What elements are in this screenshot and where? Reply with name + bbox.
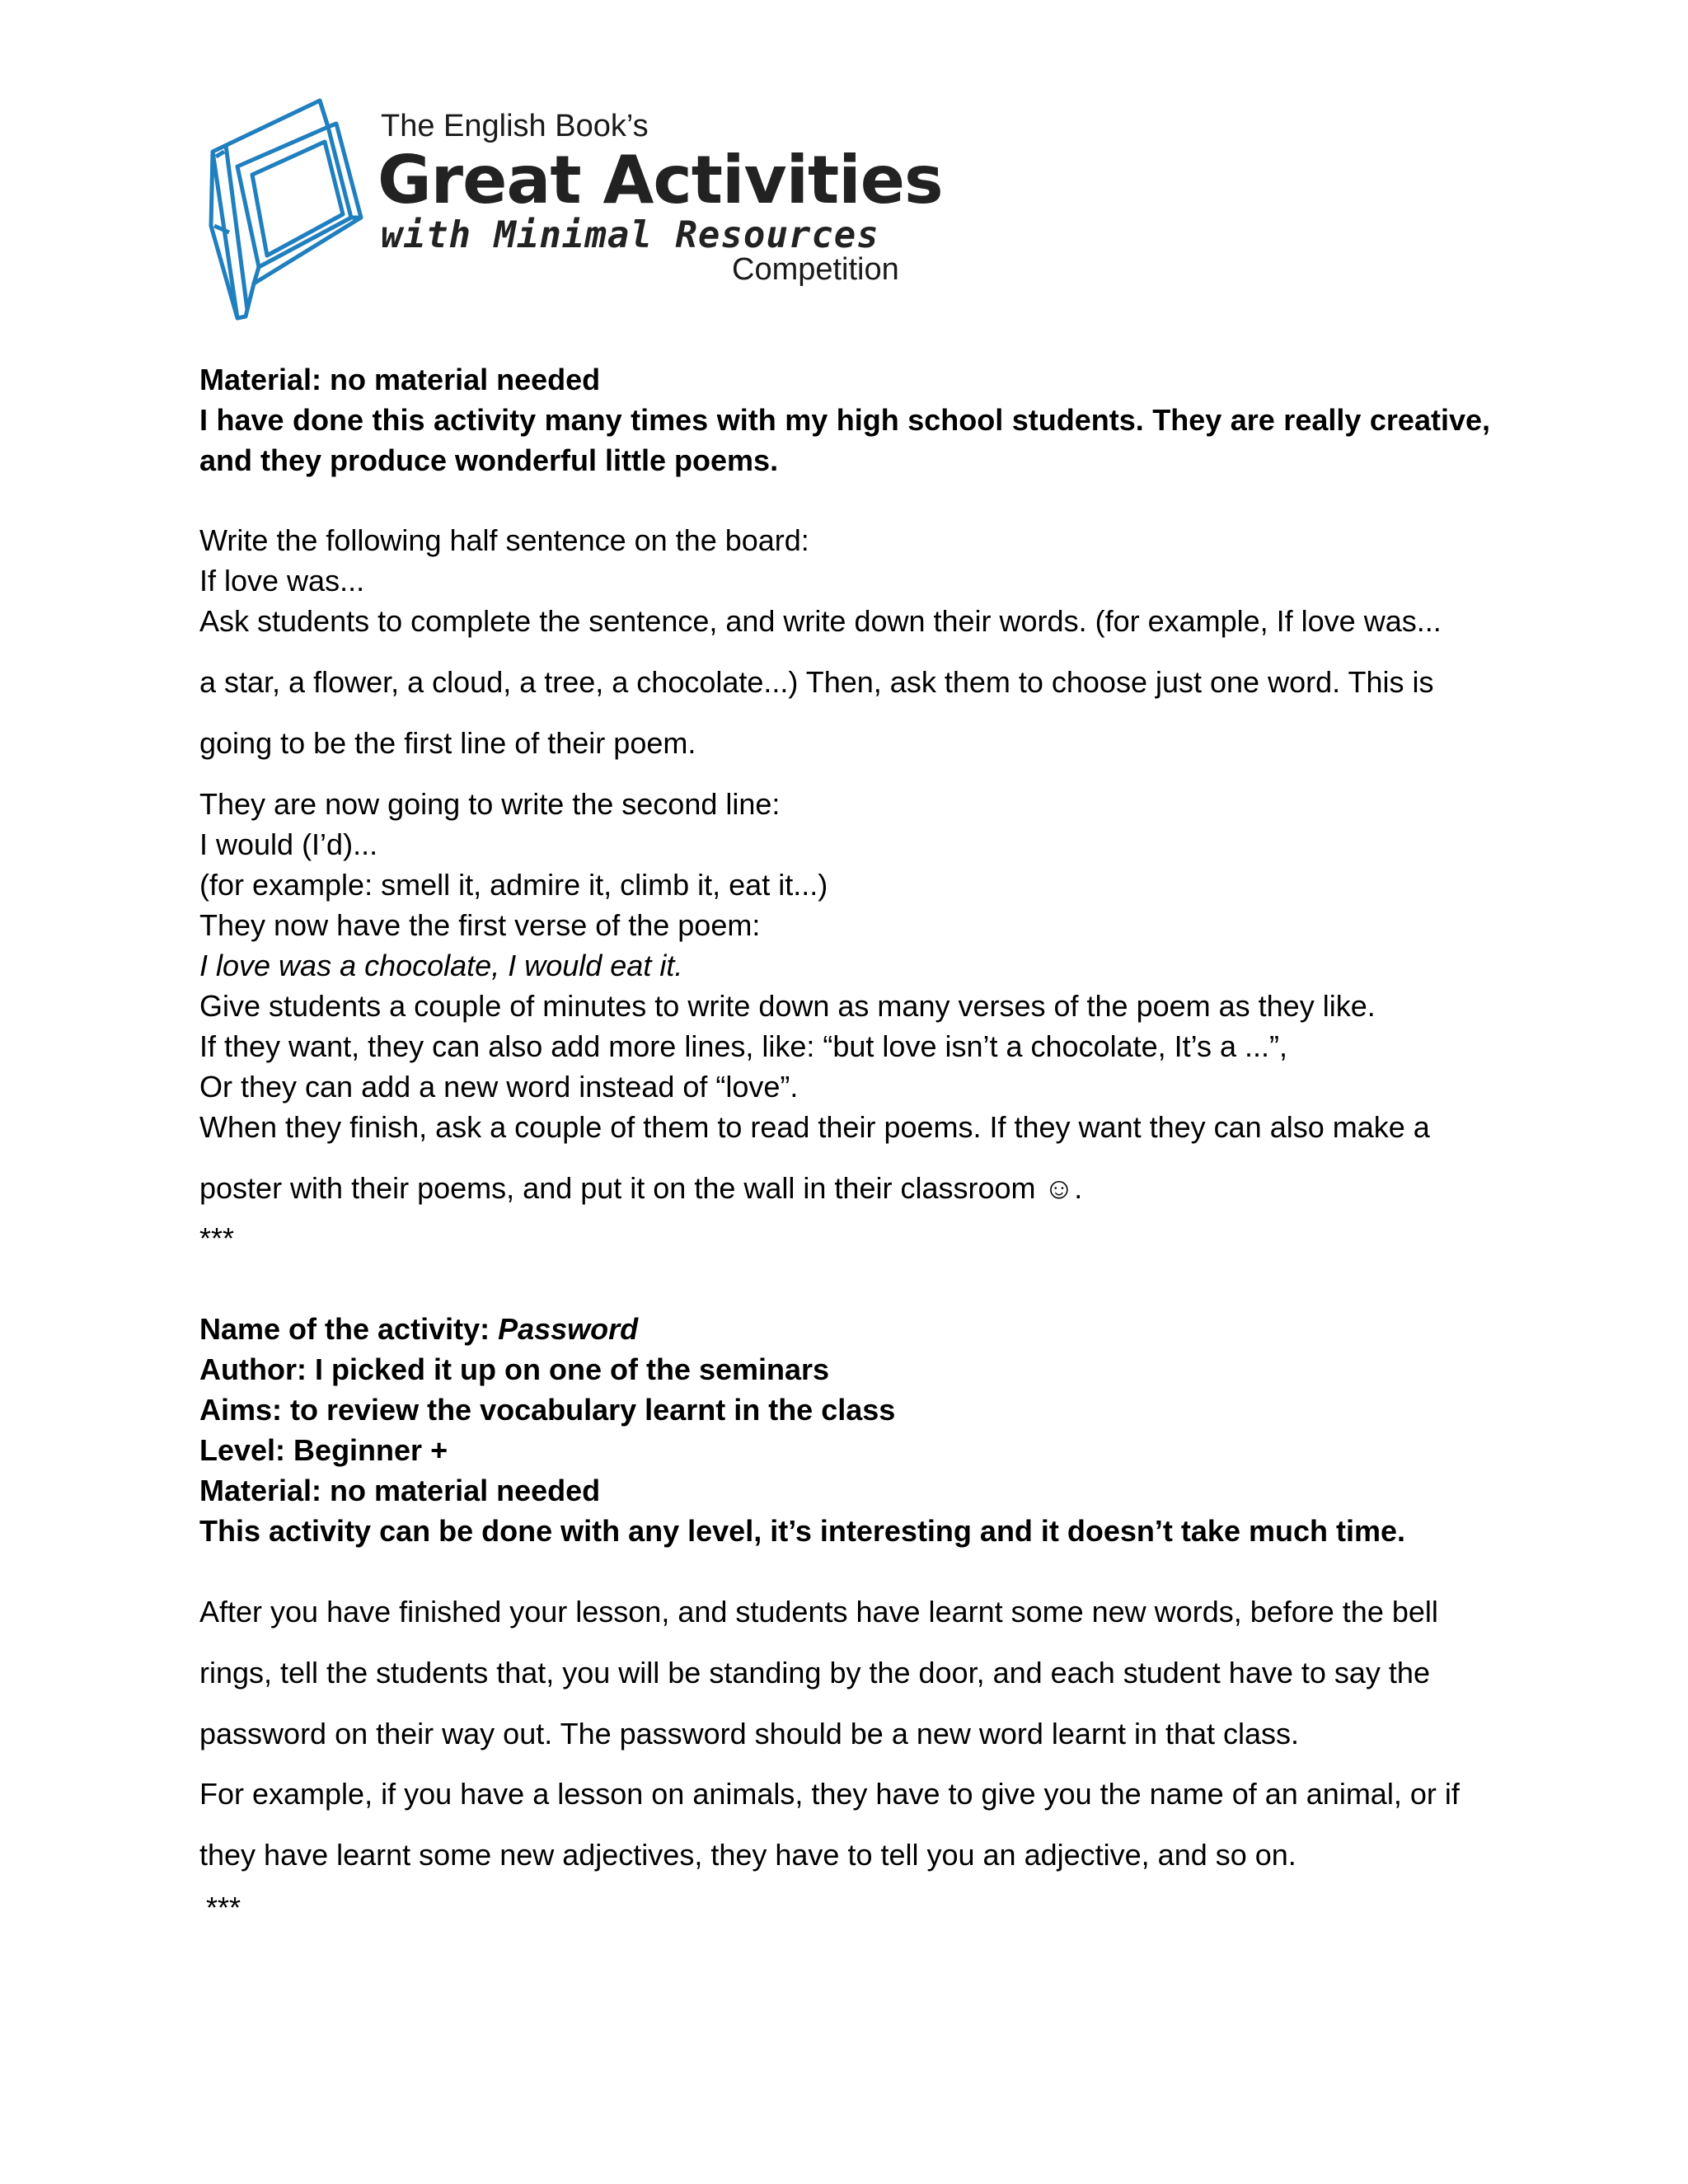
section-separator: ***	[206, 1891, 241, 1924]
activity2-name-value: Password	[498, 1312, 639, 1346]
logo-subtitle: The English Book’s	[381, 109, 649, 143]
logo-title: Great Activities	[377, 142, 943, 218]
activity2-line: For example, if you have a lesson on animals, they have to give you the name of an animal, or if	[199, 1777, 1460, 1811]
activity1-line: I would (I’d)...	[199, 827, 378, 861]
activity1-line: Ask students to complete the sentence, and write down their words. (for example, If love was...	[199, 604, 1442, 638]
activity1-line: If love was...	[199, 564, 365, 598]
poem-example: I love was a chocolate, I would eat it.	[199, 949, 683, 982]
activity1-line: They are now going to write the second line:	[199, 787, 781, 821]
activity2-intro: This activity can be done with any level, it’s interesting and it doesn’t take much time.	[199, 1514, 1406, 1548]
activity1-line: Or they can add a new word instead of “love”.	[199, 1070, 799, 1104]
activity1-line: If they want, they can also add more lines, like: “but love isn’t a chocolate, It’s a ...”,	[199, 1029, 1287, 1063]
activity2-line: they have learnt some new adjectives, they have to tell you an adjective, and so on.	[199, 1838, 1296, 1872]
activity1-material: Material: no material needed	[199, 363, 601, 396]
activity1-line: a star, a flower, a cloud, a tree, a chocolate...) Then, ask them to choose just one word. This is	[199, 665, 1434, 699]
activity2-name	[199, 1309, 1490, 1349]
logo-competition: Competition	[732, 252, 899, 287]
activity2-aims: Aims: to review the vocabulary learnt in the class	[199, 1393, 896, 1427]
activity2-name-label: Name of the activity:	[199, 1312, 499, 1346]
book-icon	[204, 94, 369, 325]
activity1-line: Write the following half sentence on the board:	[199, 523, 809, 557]
activity1-line: They now have the first verse of the poem:	[199, 908, 761, 942]
section-separator: ***	[199, 1221, 235, 1255]
activity2-author: Author: I picked it up on one of the seminars	[199, 1352, 830, 1386]
activity1-line: (for example: smell it, admire it, climb it, eat it...)	[199, 868, 828, 902]
activity2-material: Material: no material needed	[199, 1474, 601, 1507]
activity1-line: When they finish, ask a couple of them to read their poems. If they want they can also make a	[199, 1110, 1430, 1144]
logo-tagline: with Minimal Resources	[381, 214, 879, 256]
competition-logo	[204, 94, 943, 325]
activity2-line: After you have finished your lesson, and students have learnt some new words, before the bell	[199, 1595, 1438, 1629]
activity2-level: Level: Beginner +	[199, 1433, 448, 1467]
activity1-line: going to be the first line of their poem.	[199, 726, 696, 760]
activity1-line: poster with their poems, and put it on the wall in their classroom ☺.	[199, 1171, 1083, 1205]
activity2-line: password on their way out. The password should be a new word learnt in that class.	[199, 1717, 1300, 1750]
activity1-line: Give students a couple of minutes to write down as many verses of the poem as they like.	[199, 989, 1376, 1023]
activity2-line: rings, tell the students that, you will be standing by the door, and each student have to say the	[199, 1656, 1430, 1690]
activity1-intro: I have done this activity many times with my high school students. They are really creative, and they produce wonderful little poems.	[199, 403, 1490, 477]
